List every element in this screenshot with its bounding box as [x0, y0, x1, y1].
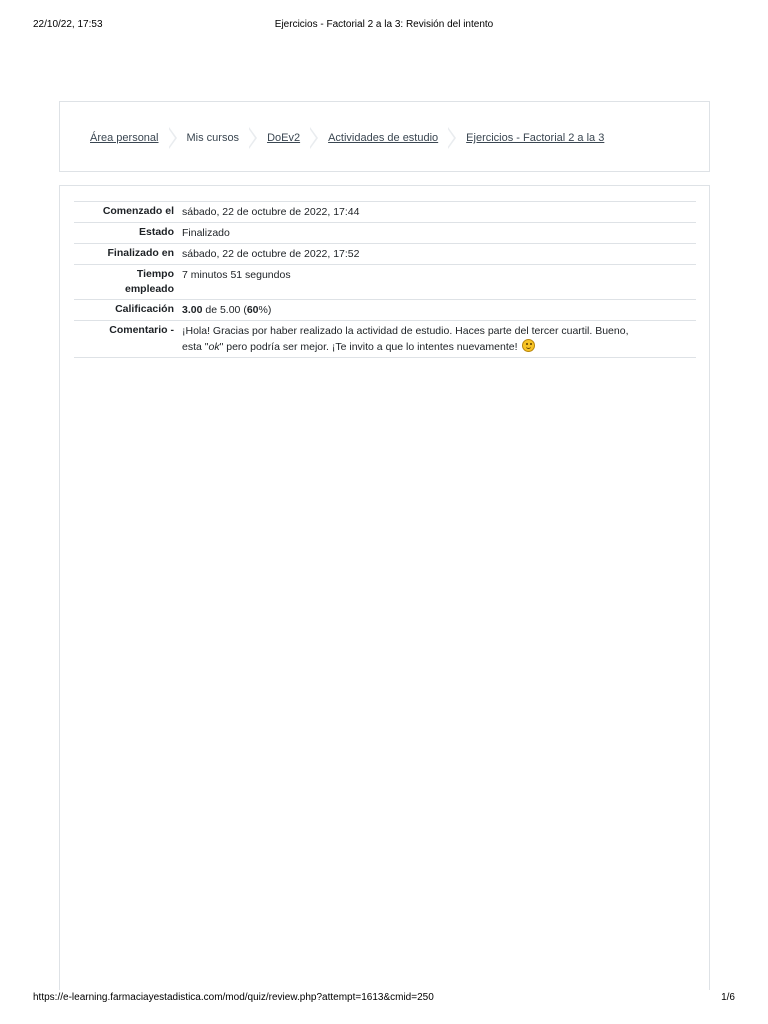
print-date: 22/10/22, 17:53	[33, 19, 103, 30]
smiley-icon	[522, 339, 535, 352]
breadcrumb-card	[59, 101, 710, 172]
breadcrumb-item-area-personal[interactable]: Área personal	[90, 132, 159, 144]
breadcrumb-item-mis-cursos: Mis cursos	[186, 132, 240, 144]
breadcrumb-separator	[249, 127, 257, 149]
comment-value	[179, 321, 696, 358]
grade-out-of: de 5.00	[205, 304, 241, 316]
grade-score: 3.00	[182, 304, 203, 316]
started-value: sábado, 22 de octubre de 2022, 17:44	[182, 206, 360, 218]
grade-value: 3.00 de 5.00 (60%)	[182, 304, 272, 316]
started-label: Comenzado el	[102, 205, 174, 217]
print-page-title: Ejercicios - Factorial 2 a la 3: Revisión del intento	[274, 19, 494, 30]
breadcrumb	[90, 129, 604, 147]
print-header	[0, 19, 768, 33]
breadcrumb-separator	[169, 127, 177, 149]
time-taken-label-line2: empleado	[124, 283, 174, 295]
grade-label: Calificación	[115, 303, 174, 315]
attempt-summary-table	[74, 201, 696, 358]
time-taken-label-line1: Tiempo	[136, 268, 174, 280]
table-row	[74, 265, 696, 300]
table-row	[74, 223, 696, 244]
grade-percent: 60	[246, 304, 259, 316]
table-row	[74, 244, 696, 265]
comment-emphasis: ok	[208, 341, 220, 353]
print-page-number: 1/6	[721, 992, 735, 1003]
time-taken-value: 7 minutos 51 segundos	[182, 269, 291, 281]
table-row	[74, 300, 696, 321]
finished-value: sábado, 22 de octubre de 2022, 17:52	[182, 248, 360, 260]
comment-line-2-end: " pero podría ser mejor. ¡Te invito a que lo intentes nuevamente!	[219, 341, 518, 353]
finished-label: Finalizado en	[107, 247, 174, 259]
state-value: Finalizado	[182, 227, 230, 239]
table-row	[74, 321, 696, 358]
breadcrumb-separator	[448, 127, 456, 149]
breadcrumb-item-quiz[interactable]: Ejercicios - Factorial 2 a la 3	[466, 132, 605, 144]
breadcrumb-separator	[310, 127, 318, 149]
state-label: Estado	[138, 226, 174, 238]
comment-label: Comentario -	[109, 324, 174, 336]
attempt-review-card	[59, 185, 710, 990]
breadcrumb-item-section[interactable]: Actividades de estudio	[328, 132, 439, 144]
print-url: https://e-learning.farmaciayestadistica.com/mod/quiz/review.php?attempt=1613&cmid=250	[33, 992, 434, 1003]
comment-line-2-start: esta "	[182, 341, 209, 353]
table-row	[74, 202, 696, 223]
comment-line-1: ¡Hola! Gracias por haber realizado la actividad de estudio. Haces parte del tercer cuartil. Bueno,	[182, 325, 629, 337]
time-taken-label	[74, 265, 179, 300]
breadcrumb-item-course[interactable]: DoEv2	[267, 132, 301, 144]
print-footer	[0, 992, 768, 1006]
